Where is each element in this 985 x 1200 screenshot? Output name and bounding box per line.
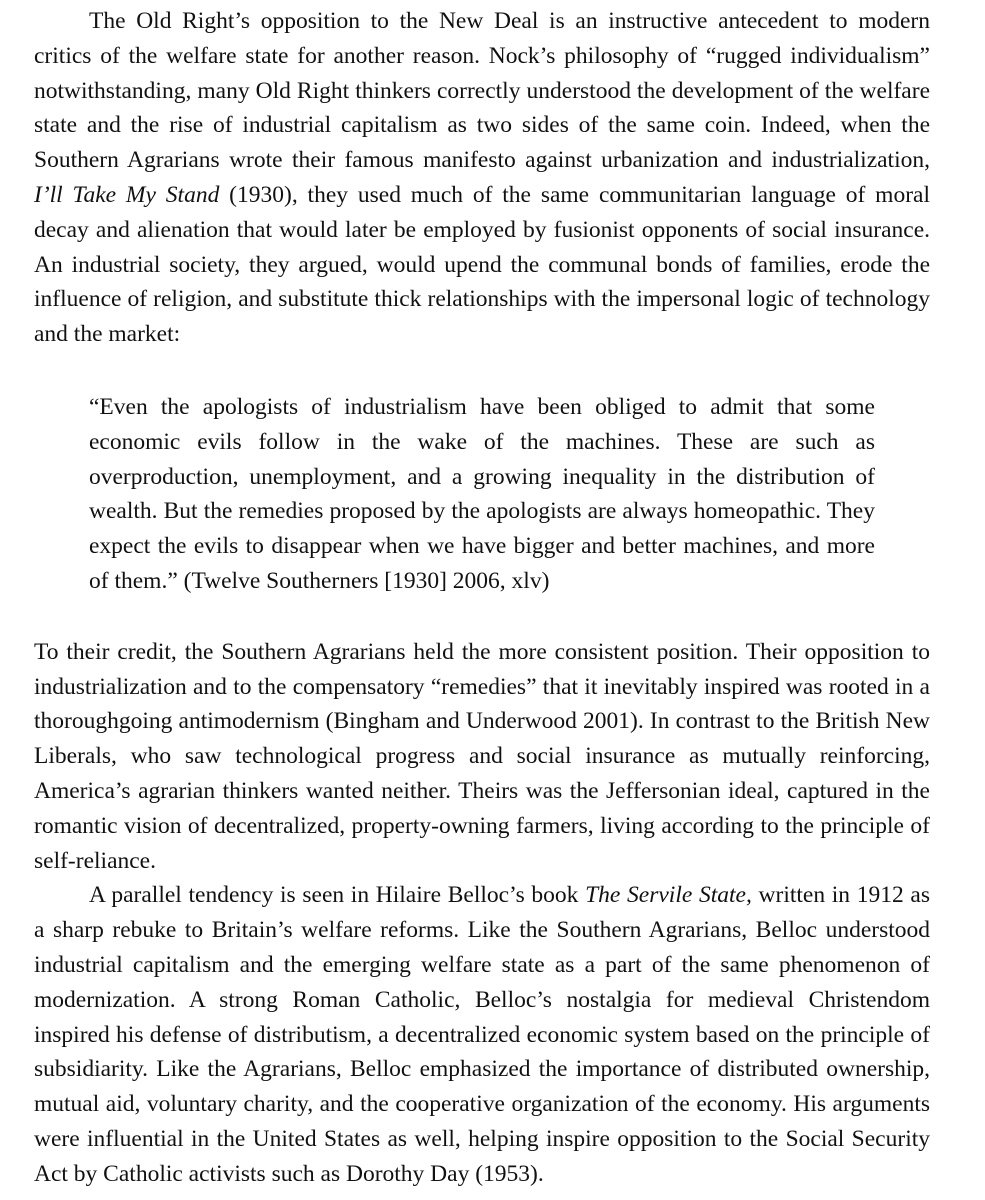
document-page (34, 0, 930, 1192)
paragraph-text: written in 1912 as a sharp rebuke to Britain’s welfare reforms. Like the Southern Agrarians, Belloc understood industrial capitalism and the emerging welfare state as a part of the same phenomenon of modernization. A strong Roman Catholic, Belloc’s nostalgia for medieval Christendom inspired his defense of distributism, a decentralized economic system based on the principle of subsidiarity. Like the Agrarians, Belloc emphasized the importance of distributed ownership, mutual aid, voluntary charity, and the cooperative organization of the economy. His arguments were influential in the United States as well, helping inspire opposition to the Social Security Act by Catholic activists such as Dorothy Day (1953). (34, 882, 931, 1187)
paragraph-southern-agrarians (34, 635, 930, 879)
paragraph-belloc (34, 878, 930, 1191)
quote-text: “Even the apologists of industrialism have been obliged to admit that some economic evils follow in the wake of the machines. These are such as overproduction, unemployment, and a growing inequality in the distribution of wealth. But the remedies proposed by the apologists are always homeopathic. They expect the evils to disappear when we have bigger and better machines, and more of them.” (Twelve Southerners [1930] 2006, xlv) (89, 393, 875, 594)
book-title: The Servile State, (585, 882, 752, 909)
paragraph-text: To their credit, the Southern Agrarians held the more consistent position. Their opposition to industrialization and to the compensatory “remedies” that it inevitably inspired was rooted in a thoroughgoing antimodernism (Bingham and Underwood 2001). In contrast to the British New Liberals, who saw technological progress and social insurance as mutually reinforcing, America’s agrarian thinkers wanted neither. Theirs was the Jeffersonian ideal, captured in the romantic vision of decentralized, property-owning farmers, living according to the principle of self-reliance. (34, 638, 930, 874)
paragraph-text: The Old Right’s opposition to the New Deal is an instructive antecedent to modern critics of the welfare state for another reason. Nock’s philosophy of “rugged individualism” notwithstanding, many Old Right thinkers correctly understood the development of the welfare state and the rise of industrial capitalism as two sides of the same coin. Indeed, when the Southern Agrarians wrote their famous manifesto against urbanization and industrialization, (34, 8, 930, 174)
paragraph-text: A parallel tendency is seen in Hilaire Belloc’s book (89, 882, 586, 909)
paragraph-old-right (34, 4, 930, 352)
block-quote (89, 390, 875, 599)
paragraph-text: (1930), they used much of the same communitarian language of moral decay and alienation that would later be employed by fusionist opponents of social insurance. An industrial society, they argued, would upend the communal bonds of families, erode the influence of religion, and substitute thick relationships with the impersonal logic of technology and the market: (34, 181, 930, 348)
book-title: I’ll Take My Stand (34, 181, 220, 208)
